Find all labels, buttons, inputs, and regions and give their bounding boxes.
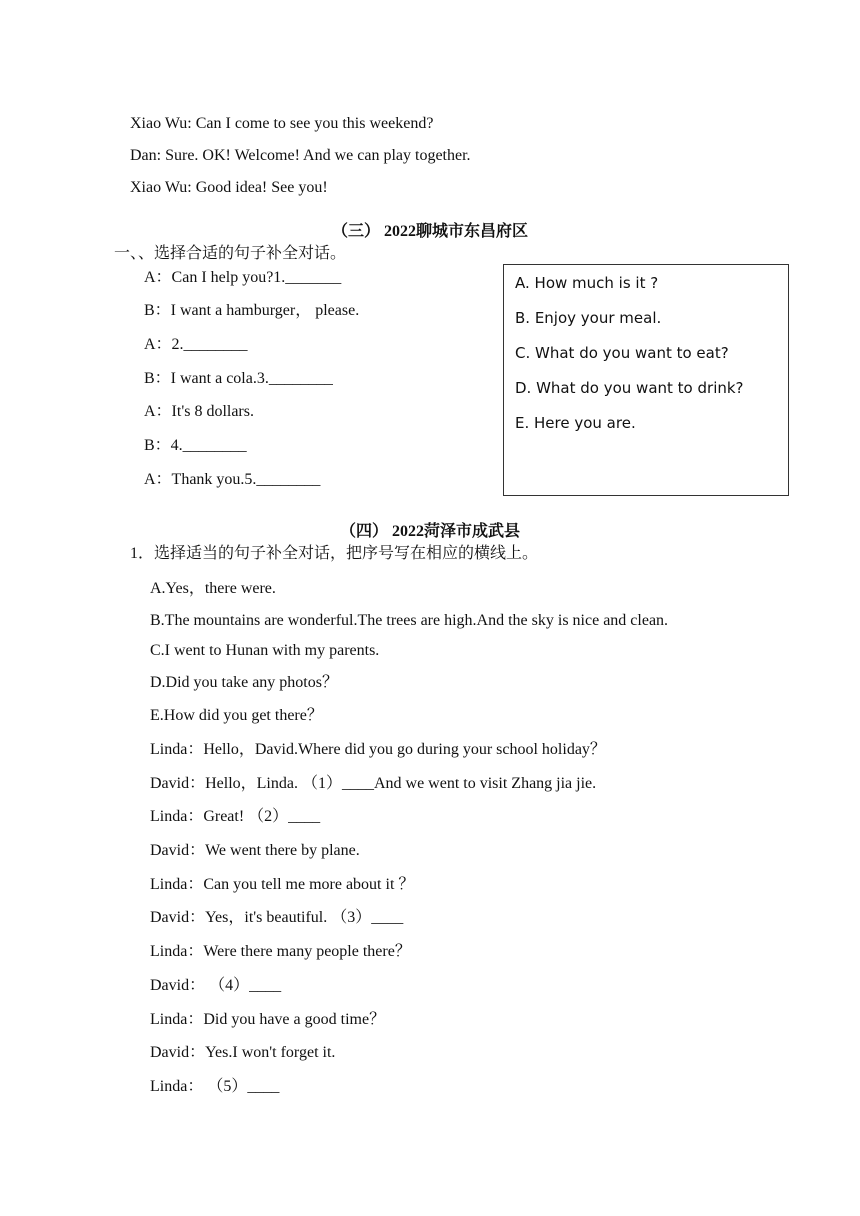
- section3-instruction: 一、、选择合适的句子补全对话。: [114, 245, 347, 262]
- options-box: [503, 264, 789, 496]
- section4-dialogue-line: Linda：Hello，David.Where did you go during your school holiday？: [150, 741, 606, 758]
- option-item: E. Here you are.: [515, 414, 636, 432]
- section4-dialogue-line: Linda：Great! （2）____: [150, 808, 321, 825]
- section4-dialogue-line: David：Hello，Linda. （1）____And we went to visit Zhang jia jie.: [150, 775, 597, 792]
- option-item: D. What do you want to drink?: [515, 379, 744, 397]
- section3-heading: （三） 2022聊城市东昌府区: [331, 223, 528, 240]
- section4-option: E.How did you get there？: [150, 707, 323, 724]
- section3-dialogue-line: A：2.________: [144, 336, 248, 353]
- section3-dialogue-line: B：I want a hamburger， please.: [144, 302, 360, 319]
- section4-dialogue-line: Linda： （5）____: [150, 1078, 280, 1095]
- option-item: C. What do you want to eat?: [515, 344, 729, 362]
- section3-dialogue-line: A：It's 8 dollars.: [144, 403, 254, 420]
- intro-line: Xiao Wu: Can I come to see you this weekend?: [130, 115, 434, 132]
- section4-dialogue-line: Linda：Did you have a good time？: [150, 1011, 386, 1028]
- intro-line: Dan: Sure. OK! Welcome! And we can play together.: [130, 147, 471, 164]
- section4-dialogue-line: David：Yes.I won't forget it.: [150, 1044, 336, 1061]
- section4-option: A.Yes，there were.: [150, 580, 276, 597]
- section4-instruction: 1．选择适当的句子补全对话，把序号写在相应的横线上。: [130, 545, 539, 562]
- section4-option: D.Did you take any photos？: [150, 674, 338, 691]
- section3-dialogue-line: B：I want a cola.3.________: [144, 370, 333, 387]
- section4-dialogue-line: David：Yes，it's beautiful. （3）____: [150, 909, 404, 926]
- section3-dialogue-line: A：Can I help you?1._______: [144, 269, 342, 286]
- section4-dialogue-line: David：We went there by plane.: [150, 842, 360, 859]
- section4-dialogue-line: David： （4）____: [150, 977, 282, 994]
- section3-dialogue-line: B：4.________: [144, 437, 247, 454]
- section4-option: C.I went to Hunan with my parents.: [150, 642, 380, 659]
- section4-dialogue-line: Linda：Can you tell me more about it ？: [150, 876, 415, 893]
- section4-dialogue-line: Linda：Were there many people there？: [150, 943, 411, 960]
- option-item: A. How much is it ?: [515, 274, 659, 292]
- intro-line: Xiao Wu: Good idea! See you!: [130, 179, 328, 196]
- section4-option: B.The mountains are wonderful.The trees are high.And the sky is nice and clean.: [150, 612, 669, 629]
- option-item: B. Enjoy your meal.: [515, 309, 662, 327]
- section3-dialogue-line: A：Thank you.5.________: [144, 471, 321, 488]
- section4-heading: （四） 2022菏泽市成武县: [339, 523, 520, 540]
